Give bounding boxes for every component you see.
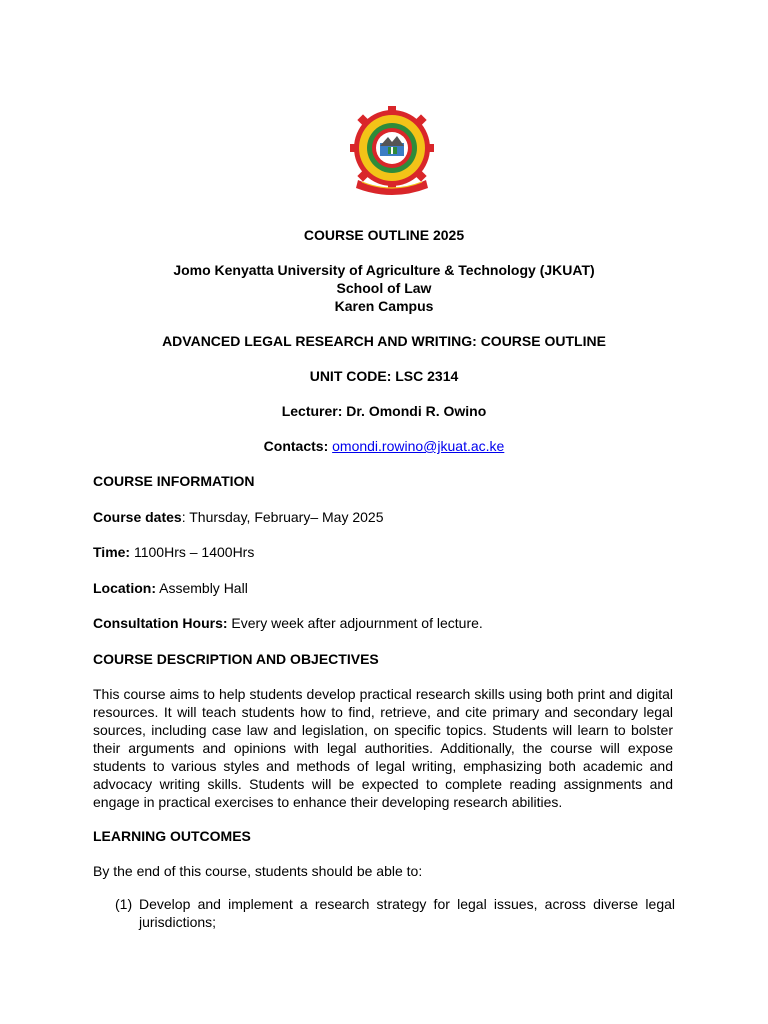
contact-email-link[interactable]: omondi.rowino@jkuat.ac.ke: [332, 438, 505, 454]
contacts-line: [0, 437, 768, 455]
unit-code: UNIT CODE: LSC 2314: [309, 368, 459, 384]
school-name: School of Law: [336, 280, 432, 296]
lecturer: Lecturer: Dr. Omondi R. Owino: [281, 403, 487, 419]
consultation-value: Every week after adjournment of lecture.: [227, 615, 483, 631]
time-label: Time:: [93, 544, 131, 560]
list-item-number: (1): [115, 896, 133, 912]
consultation-label: Consultation Hours:: [93, 615, 228, 631]
course-location: [93, 579, 673, 597]
course-time: [93, 543, 673, 561]
course-info-heading: COURSE INFORMATION: [93, 473, 255, 489]
jkuat-logo: [344, 106, 440, 202]
outcomes-intro: By the end of this course, students should be able to:: [93, 863, 423, 879]
time-value: 1100Hrs – 1400Hrs: [130, 544, 255, 560]
description-heading: COURSE DESCRIPTION AND OBJECTIVES: [93, 651, 379, 667]
course-dates-label: Course dates: [93, 509, 182, 525]
course-title: ADVANCED LEGAL RESEARCH AND WRITING: COURSE OUTLINE: [162, 333, 606, 349]
location-label: Location:: [93, 580, 156, 596]
university-name: Jomo Kenyatta University of Agriculture & Technology (JKUAT): [173, 262, 595, 278]
outline-title: COURSE OUTLINE 2025: [303, 227, 465, 243]
consultation-hours: [93, 614, 673, 632]
course-dates: [93, 508, 673, 526]
list-item: [115, 895, 675, 931]
outcomes-heading: LEARNING OUTCOMES: [93, 828, 251, 844]
campus-name: Karen Campus: [334, 298, 434, 314]
institution-block: [0, 261, 768, 315]
list-item-text: Develop and implement a research strategy for legal issues, across diverse legal jurisdictions;: [139, 896, 675, 930]
contacts-label: Contacts:: [263, 438, 329, 454]
location-value: Assembly Hall: [156, 580, 248, 596]
course-dates-value: : Thursday, February– May 2025: [181, 509, 384, 525]
description-paragraph: This course aims to help students develop practical research skills using both print and digital resources. It will teach students how to find, retrieve, and cite primary and secondary legal sources, including case law and legislation, on specific topics. Students will learn to bolster their arguments and opinions with legal authorities. Additionally, the course will expose students to various styles and methods of legal writing, emphasizing both academic and advocacy writing skills. Students will be expected to complete reading assignments and engage in practical exercises to enhance their developing research abilities.: [93, 686, 673, 810]
